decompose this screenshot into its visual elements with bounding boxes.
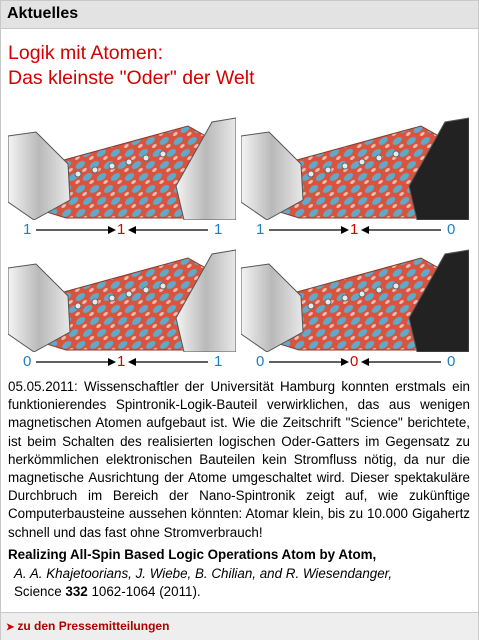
left-value: 0	[256, 353, 265, 370]
reference-journal: Science	[14, 584, 62, 599]
section-header	[1, 1, 478, 29]
stm-surface-image	[241, 112, 469, 220]
logic-state-row	[241, 352, 469, 372]
press-releases-link[interactable]	[6, 619, 169, 633]
stm-surface-image	[8, 244, 236, 352]
left-value: 1	[256, 221, 265, 238]
article-title-line2: Das kleinste "Oder" der Welt	[8, 67, 255, 89]
logic-state-row	[8, 220, 236, 240]
center-value: 1	[350, 221, 359, 238]
atom-logic-figure	[8, 112, 469, 374]
reference-title: Realizing All-Spin Based Logic Operations Atom by Atom,	[8, 547, 377, 562]
stm-surface-image	[8, 112, 236, 220]
article-title	[8, 41, 468, 91]
right-value: 1	[214, 353, 223, 370]
center-value: 1	[117, 221, 126, 238]
left-value: 1	[23, 221, 32, 238]
publication-reference	[8, 546, 470, 602]
figure-panel	[8, 244, 236, 374]
reference-authors: A. A. Khajetoorians, J. Wiebe, B. Chilian, and R. Wiesendanger,	[14, 565, 393, 581]
reference-citation	[8, 583, 470, 602]
right-value: 0	[447, 221, 456, 238]
stm-surface-image	[241, 244, 469, 352]
footer-bar	[1, 612, 478, 640]
right-value: 0	[447, 353, 456, 370]
section-title: Aktuelles	[7, 5, 79, 22]
article-title-line1: Logik mit Atomen:	[8, 42, 163, 64]
figure-panel	[241, 112, 469, 242]
left-value: 0	[23, 353, 32, 370]
arrow-right-icon: ➤	[6, 622, 15, 633]
figure-panel	[8, 112, 236, 242]
center-value: 0	[350, 353, 359, 370]
article-body: 05.05.2011: Wissenschaftler der Universität Hamburg konnten erstmals ein funktionierendes Spintronik-Logik-Bauteil verwirklichen, das aus wenigen magnetischen Atomen aufgebaut ist. Wie die Zeitschrift "Science" berichtete, ist beim Schalten des realisierten logischen Oder-Gatters im Gegensatz zu herkömmlichen elektronischen Bauteilen kein Stromfluss nötig, da nur die magnetische Ausrichtung der Atome umgeschaltet wird. Dieser spektakuläre Durchbruch im Bereich der Nano-Spintronik zeigt auf, wie zukünftige Computerbausteine aussehen könnten: Atomar klein, bis zu 10.000 Gigahertz schnell und das fast ohne Stromverbrauch!	[8, 379, 470, 540]
reference-pages: 1062-1064 (2011).	[91, 584, 201, 599]
figure-panel	[241, 244, 469, 374]
reference-volume: 332	[65, 584, 88, 599]
right-value: 1	[214, 221, 223, 238]
center-value: 1	[117, 353, 126, 370]
logic-state-row	[8, 352, 236, 372]
logic-state-row	[241, 220, 469, 240]
press-releases-link-label: zu den Pressemitteilungen	[17, 619, 170, 633]
